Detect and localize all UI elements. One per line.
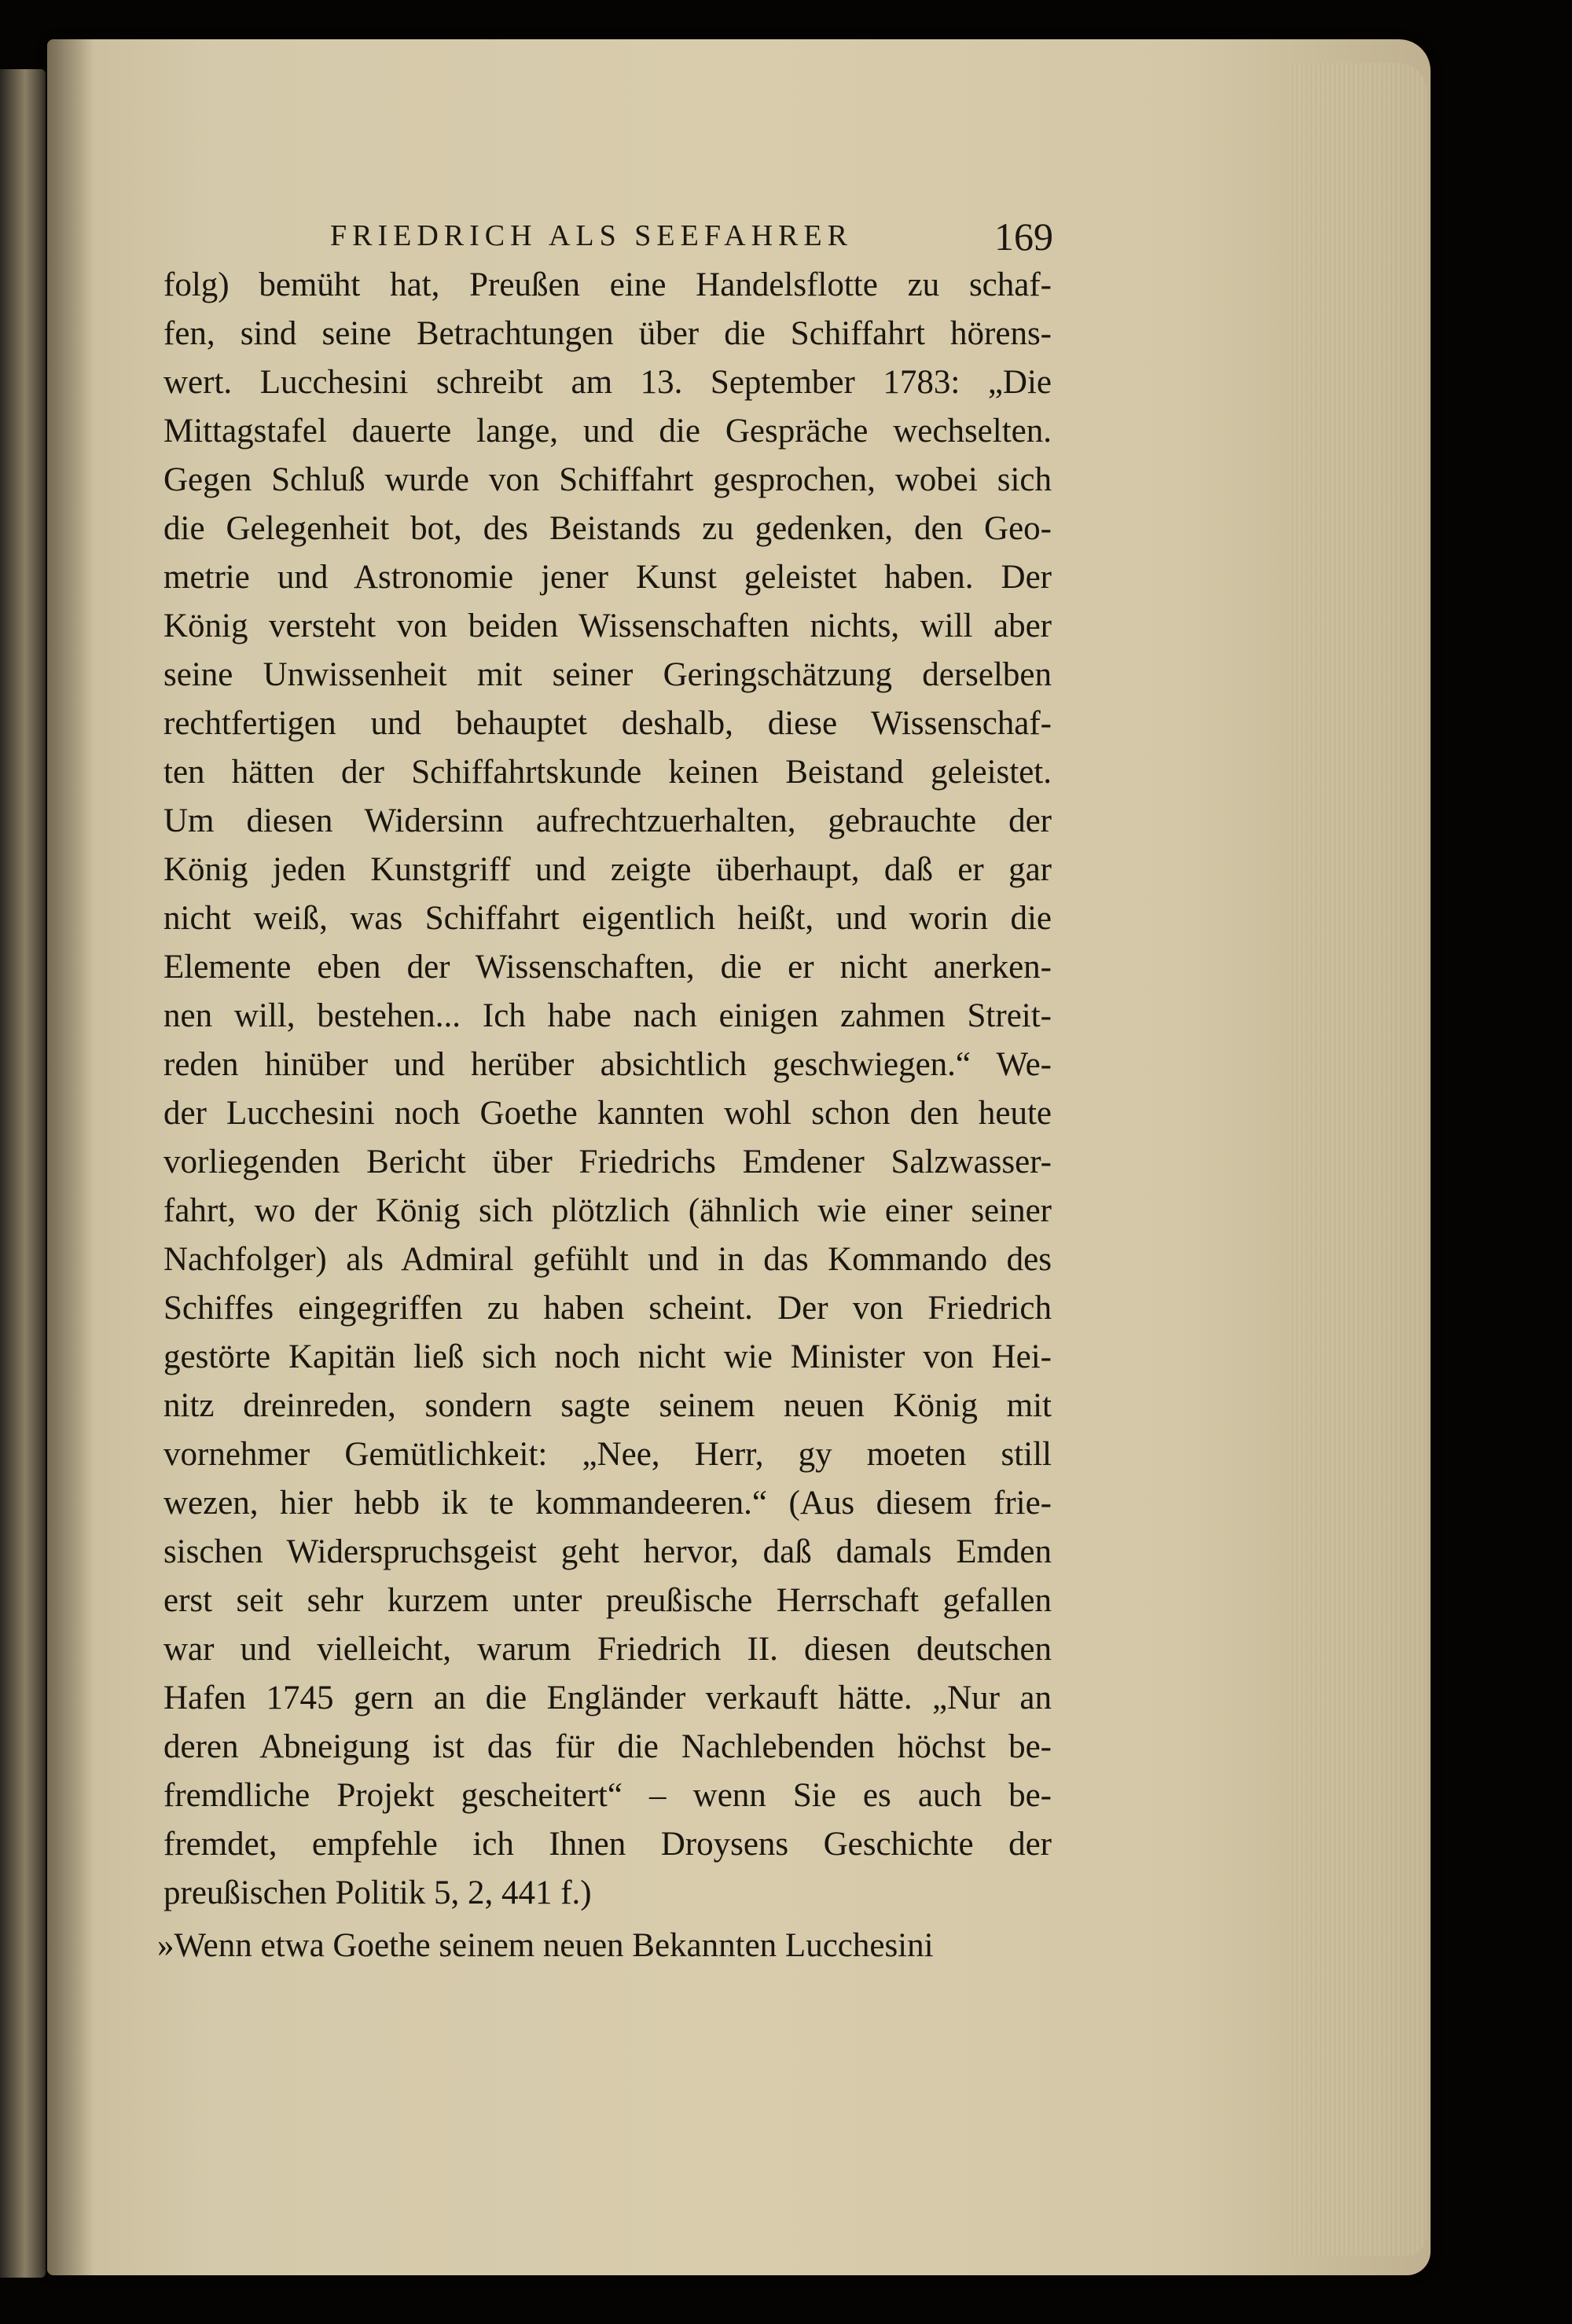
- text-line: metrie und Astronomie jener Kunst geleistet haben. Der: [163, 559, 1052, 596]
- text-line: nicht weiß, was Schiffahrt eigentlich heißt, und worin die: [163, 900, 1052, 937]
- page-gutter-shadow: [47, 39, 94, 2275]
- text-line: König jeden Kunstgriff und zeigte überhaupt, daß er gar: [163, 851, 1052, 888]
- body-text: [163, 261, 1052, 1918]
- text-line: Nachfolger) als Admiral gefühlt und in das Kommando des: [163, 1241, 1052, 1278]
- text-line: preußischen Politik 5, 2, 441 f.): [163, 1874, 592, 1911]
- text-line: Hafen 1745 gern an die Engländer verkauft hätte. „Nur an: [163, 1680, 1052, 1716]
- text-line: Schiffes eingegriffen zu haben scheint. Der von Friedrich: [163, 1290, 1052, 1327]
- text-line: erst seit sehr kurzem unter preußische Herrschaft gefallen: [163, 1582, 1052, 1619]
- text-line: reden hinüber und herüber absichtlich geschwiegen.“ We-: [163, 1046, 1052, 1083]
- text-line: Elemente eben der Wissenschaften, die er nicht anerken-: [163, 949, 1052, 986]
- text-line: fremdet, empfehle ich Ihnen Droysens Geschichte der: [163, 1826, 1052, 1863]
- text-line: fremdliche Projekt gescheitert“ – wenn Sie es auch be-: [163, 1777, 1052, 1814]
- text-line: fahrt, wo der König sich plötzlich (ähnlich wie einer seiner: [163, 1192, 1052, 1229]
- facing-page-edge: [0, 69, 46, 2278]
- text-line: der Lucchesini noch Goethe kannten wohl schon den heute: [163, 1095, 1052, 1132]
- footnote-line: »Wenn etwa Goethe seinem neuen Bekannten Lucchesini: [157, 1927, 934, 1964]
- text-line: deren Abneigung ist das für die Nachlebenden höchst be-: [163, 1728, 1052, 1765]
- text-line: folg) bemüht hat, Preußen eine Handelsflotte zu schaf-: [163, 266, 1052, 303]
- text-line: Gegen Schluß wurde von Schiffahrt gesprochen, wobei sich: [163, 461, 1052, 498]
- text-line: rechtfertigen und behauptet deshalb, diese Wissenschaf-: [163, 705, 1052, 742]
- text-line: sischen Widerspruchsgeist geht hervor, daß damals Emden: [163, 1533, 1052, 1570]
- text-line: nen will, bestehen... Ich habe nach einigen zahmen Streit-: [163, 997, 1052, 1034]
- page-number: 169: [994, 215, 1053, 259]
- text-line: König versteht von beiden Wissenschaften nichts, will aber: [163, 608, 1052, 644]
- text-line: wezen, hier hebb ik te kommandeeren.“ (Aus diesem frie-: [163, 1485, 1052, 1522]
- text-line: fen, sind seine Betrachtungen über die Schiffahrt hörens-: [163, 315, 1052, 352]
- text-line: gestörte Kapitän ließ sich noch nicht wie Minister von Hei-: [163, 1338, 1052, 1375]
- text-line: Um diesen Widersinn aufrechtzuerhalten, gebrauchte der: [163, 802, 1052, 839]
- text-line: war und vielleicht, warum Friedrich II. diesen deutschen: [163, 1631, 1052, 1668]
- page-edge-stack: [1289, 63, 1427, 2256]
- text-line: vorliegenden Bericht über Friedrichs Emdener Salzwasser-: [163, 1144, 1052, 1180]
- text-line: wert. Lucchesini schreibt am 13. September 1783: „Die: [163, 364, 1052, 401]
- text-line: die Gelegenheit bot, des Beistands zu gedenken, den Geo-: [163, 510, 1052, 547]
- text-line: nitz dreinreden, sondern sagte seinem neuen König mit: [163, 1387, 1052, 1424]
- text-line: seine Unwissenheit mit seiner Geringschätzung derselben: [163, 656, 1052, 693]
- running-head: FRIEDRICH ALS SEEFAHRER: [330, 219, 853, 252]
- text-line: vornehmer Gemütlichkeit: „Nee, Herr, gy moeten still: [163, 1436, 1052, 1473]
- text-line: ten hätten der Schiffahrtskunde keinen Beistand geleistet.: [163, 754, 1052, 791]
- text-line: Mittagstafel dauerte lange, und die Gespräche wechselten.: [163, 413, 1052, 450]
